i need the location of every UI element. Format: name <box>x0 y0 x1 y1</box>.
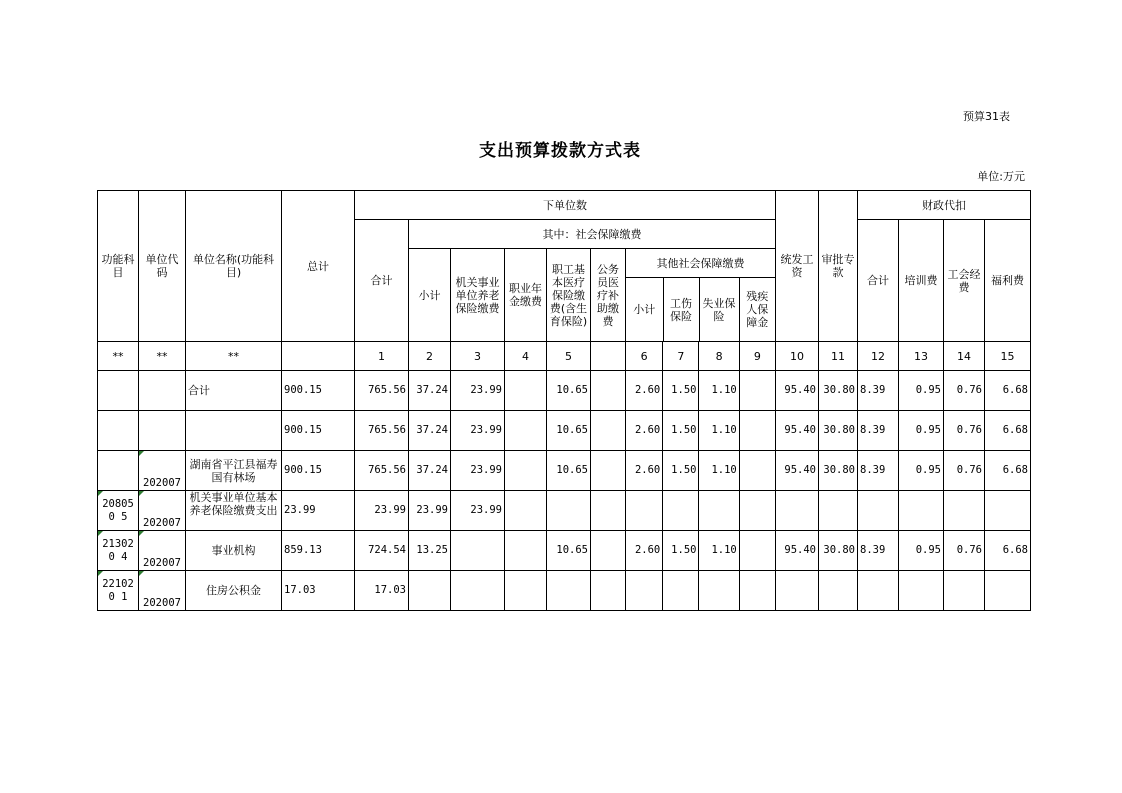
col-other-social-group <box>626 249 776 342</box>
injury-cell: 1.50 <box>663 451 699 491</box>
unemployment-cell <box>699 571 739 611</box>
annuity-cell <box>505 491 547 531</box>
fd-total-cell: 8.39 <box>858 531 899 571</box>
col-salary: 统发工资 <box>776 191 819 342</box>
index-cell: 1 <box>355 342 409 371</box>
disabled-cell <box>739 571 775 611</box>
index-cell: ** <box>139 342 186 371</box>
index-row <box>98 342 1031 371</box>
col-subtotal: 合计 <box>355 220 409 342</box>
func-code-cell <box>98 451 139 491</box>
index-cell: 6 <box>626 342 663 371</box>
training-cell <box>899 571 944 611</box>
salary-cell: 95.40 <box>776 411 819 451</box>
func-code-cell: 221020 1 <box>98 571 139 611</box>
index-cell: ** <box>98 342 139 371</box>
table-row <box>98 491 1031 531</box>
subtotal-cell: 765.56 <box>355 451 409 491</box>
unit-name-cell: 湖南省平江县福寿国有林场 <box>186 451 282 491</box>
col-medical: 职工基本医疗保险缴费(含生育保险) <box>547 249 591 342</box>
civil-medical-cell <box>591 411 626 451</box>
other-xiaoji-cell: 2.60 <box>626 451 663 491</box>
union-cell: 0.76 <box>944 451 985 491</box>
budget-table <box>97 190 1031 611</box>
medical-cell: 10.65 <box>547 451 591 491</box>
injury-cell <box>663 571 699 611</box>
subtotal-cell: 23.99 <box>355 491 409 531</box>
other-xiaoji-cell <box>626 491 663 531</box>
pension-cell: 23.99 <box>451 411 505 451</box>
unit-name-cell <box>186 411 282 451</box>
index-cell: 9 <box>739 342 775 371</box>
col-civil-medical: 公务员医疗补助缴费 <box>591 249 626 342</box>
index-cell <box>282 342 355 371</box>
welfare-cell: 6.68 <box>985 451 1031 491</box>
subtotal-cell: 765.56 <box>355 411 409 451</box>
disabled-cell <box>739 531 775 571</box>
unit-code-cell: 202007 <box>139 451 186 491</box>
training-cell <box>899 491 944 531</box>
pension-cell: 23.99 <box>451 371 505 411</box>
index-cell: 11 <box>819 342 858 371</box>
disabled-cell <box>739 371 775 411</box>
special-cell: 30.80 <box>819 411 858 451</box>
table-header <box>98 191 1031 342</box>
medical-cell <box>547 571 591 611</box>
medical-cell <box>547 491 591 531</box>
disabled-cell <box>739 451 775 491</box>
func-code-cell: 208050 5 <box>98 491 139 531</box>
table-body <box>98 342 1031 611</box>
col-sub-units: 下单位数 <box>355 191 776 220</box>
index-cell <box>591 342 626 371</box>
unemployment-cell: 1.10 <box>699 371 739 411</box>
col-unit-name: 单位名称(功能科目) <box>186 191 282 342</box>
salary-cell: 95.40 <box>776 371 819 411</box>
other-xiaoji-cell <box>626 571 663 611</box>
index-cell: ** <box>186 342 282 371</box>
welfare-cell: 6.68 <box>985 531 1031 571</box>
special-cell: 30.80 <box>819 451 858 491</box>
col-other-xiaoji: 小计 <box>626 278 663 342</box>
medical-cell: 10.65 <box>547 411 591 451</box>
index-cell: 15 <box>985 342 1031 371</box>
col-union: 工会经费 <box>944 220 985 342</box>
table-row <box>98 371 1031 411</box>
training-cell: 0.95 <box>899 531 944 571</box>
func-code-cell: 213020 4 <box>98 531 139 571</box>
unit-code-cell: 202007 <box>139 491 186 531</box>
special-cell: 30.80 <box>819 531 858 571</box>
total-cell: 900.15 <box>282 451 355 491</box>
civil-medical-cell <box>591 531 626 571</box>
index-cell: 3 <box>451 342 505 371</box>
welfare-cell: 6.68 <box>985 411 1031 451</box>
unemployment-cell: 1.10 <box>699 451 739 491</box>
special-cell <box>819 491 858 531</box>
other-xiaoji-cell: 2.60 <box>626 411 663 451</box>
unemployment-cell: 1.10 <box>699 411 739 451</box>
col-unemployment: 失业保险 <box>699 278 739 342</box>
salary-cell <box>776 571 819 611</box>
index-cell: 13 <box>899 342 944 371</box>
special-cell <box>819 571 858 611</box>
civil-medical-cell <box>591 571 626 611</box>
index-cell: 7 <box>663 342 699 371</box>
unit-name-cell: 事业机构 <box>186 531 282 571</box>
injury-cell <box>663 491 699 531</box>
index-cell: 14 <box>944 342 985 371</box>
annuity-cell <box>505 451 547 491</box>
xiaoji-cell: 13.25 <box>409 531 451 571</box>
total-cell: 23.99 <box>282 491 355 531</box>
union-cell <box>944 571 985 611</box>
pension-cell: 23.99 <box>451 451 505 491</box>
col-other-social: 其他社会保障缴费 <box>626 249 775 278</box>
func-code-cell <box>98 371 139 411</box>
civil-medical-cell <box>591 451 626 491</box>
subtotal-cell: 724.54 <box>355 531 409 571</box>
col-fd-total: 合计 <box>858 220 899 342</box>
unit-code-cell: 202007 <box>139 531 186 571</box>
unemployment-cell <box>699 491 739 531</box>
training-cell: 0.95 <box>899 371 944 411</box>
unit-label: 单位:万元 <box>977 170 1025 183</box>
training-cell: 0.95 <box>899 411 944 451</box>
fd-total-cell <box>858 491 899 531</box>
xiaoji-cell: 37.24 <box>409 451 451 491</box>
col-injury: 工伤保险 <box>663 278 699 342</box>
annuity-cell <box>505 371 547 411</box>
col-total: 总计 <box>282 191 355 342</box>
salary-cell: 95.40 <box>776 531 819 571</box>
func-code-cell <box>98 411 139 451</box>
table-row <box>98 411 1031 451</box>
col-special: 审批专款 <box>819 191 858 342</box>
col-unit-code: 单位代码 <box>139 191 186 342</box>
unit-name-cell: 合计 <box>186 371 282 411</box>
subtotal-cell: 17.03 <box>355 571 409 611</box>
disabled-cell <box>739 491 775 531</box>
xiaoji-cell <box>409 571 451 611</box>
index-cell: 4 <box>505 342 547 371</box>
unit-name-cell: 机关事业单位基本养老保险缴费支出 <box>186 491 282 531</box>
fd-total-cell: 8.39 <box>858 371 899 411</box>
disabled-cell <box>739 411 775 451</box>
unit-code-cell <box>139 371 186 411</box>
index-cell: 2 <box>409 342 451 371</box>
col-func-code: 功能科目 <box>98 191 139 342</box>
medical-cell: 10.65 <box>547 371 591 411</box>
injury-cell: 1.50 <box>663 411 699 451</box>
unit-code-cell <box>139 411 186 451</box>
union-cell: 0.76 <box>944 531 985 571</box>
welfare-cell <box>985 491 1031 531</box>
union-cell: 0.76 <box>944 371 985 411</box>
union-cell: 0.76 <box>944 411 985 451</box>
salary-cell: 95.40 <box>776 451 819 491</box>
unit-code-cell: 202007 <box>139 571 186 611</box>
injury-cell: 1.50 <box>663 371 699 411</box>
subtotal-cell: 765.56 <box>355 371 409 411</box>
annuity-cell <box>505 571 547 611</box>
fd-total-cell: 8.39 <box>858 451 899 491</box>
table-row <box>98 451 1031 491</box>
form-number: 预算31表 <box>963 110 1010 123</box>
civil-medical-cell <box>591 491 626 531</box>
fd-total-cell <box>858 571 899 611</box>
pension-cell: 23.99 <box>451 491 505 531</box>
total-cell: 900.15 <box>282 411 355 451</box>
welfare-cell: 6.68 <box>985 371 1031 411</box>
pension-cell <box>451 531 505 571</box>
col-xiaoji: 小计 <box>409 249 451 342</box>
other-xiaoji-cell: 2.60 <box>626 531 663 571</box>
training-cell: 0.95 <box>899 451 944 491</box>
col-disabled: 残疾人保障金 <box>746 290 769 329</box>
table-row <box>98 531 1031 571</box>
annuity-cell <box>505 531 547 571</box>
xiaoji-cell: 23.99 <box>409 491 451 531</box>
page-title: 支出预算拨款方式表 <box>479 141 641 161</box>
col-pension: 机关事业单位养老保险缴费 <box>451 249 505 342</box>
welfare-cell <box>985 571 1031 611</box>
index-cell: 8 <box>699 342 739 371</box>
civil-medical-cell <box>591 371 626 411</box>
annuity-cell <box>505 411 547 451</box>
unemployment-cell: 1.10 <box>699 531 739 571</box>
index-cell: 12 <box>858 342 899 371</box>
table-row <box>98 571 1031 611</box>
col-social-security: 其中：社会保障缴费 <box>409 220 776 249</box>
injury-cell: 1.50 <box>663 531 699 571</box>
medical-cell: 10.65 <box>547 531 591 571</box>
col-welfare: 福利费 <box>985 220 1031 342</box>
index-cell: 5 <box>547 342 591 371</box>
xiaoji-cell: 37.24 <box>409 411 451 451</box>
col-fiscal-deduct: 财政代扣 <box>858 191 1031 220</box>
total-cell: 859.13 <box>282 531 355 571</box>
xiaoji-cell: 37.24 <box>409 371 451 411</box>
index-cell: 10 <box>776 342 819 371</box>
unit-name-cell: 住房公积金 <box>186 571 282 611</box>
pension-cell <box>451 571 505 611</box>
other-xiaoji-cell: 2.60 <box>626 371 663 411</box>
special-cell: 30.80 <box>819 371 858 411</box>
total-cell: 900.15 <box>282 371 355 411</box>
total-cell: 17.03 <box>282 571 355 611</box>
col-annuity: 职业年金缴费 <box>505 249 547 342</box>
salary-cell <box>776 491 819 531</box>
fd-total-cell: 8.39 <box>858 411 899 451</box>
union-cell <box>944 491 985 531</box>
col-training: 培训费 <box>899 220 944 342</box>
